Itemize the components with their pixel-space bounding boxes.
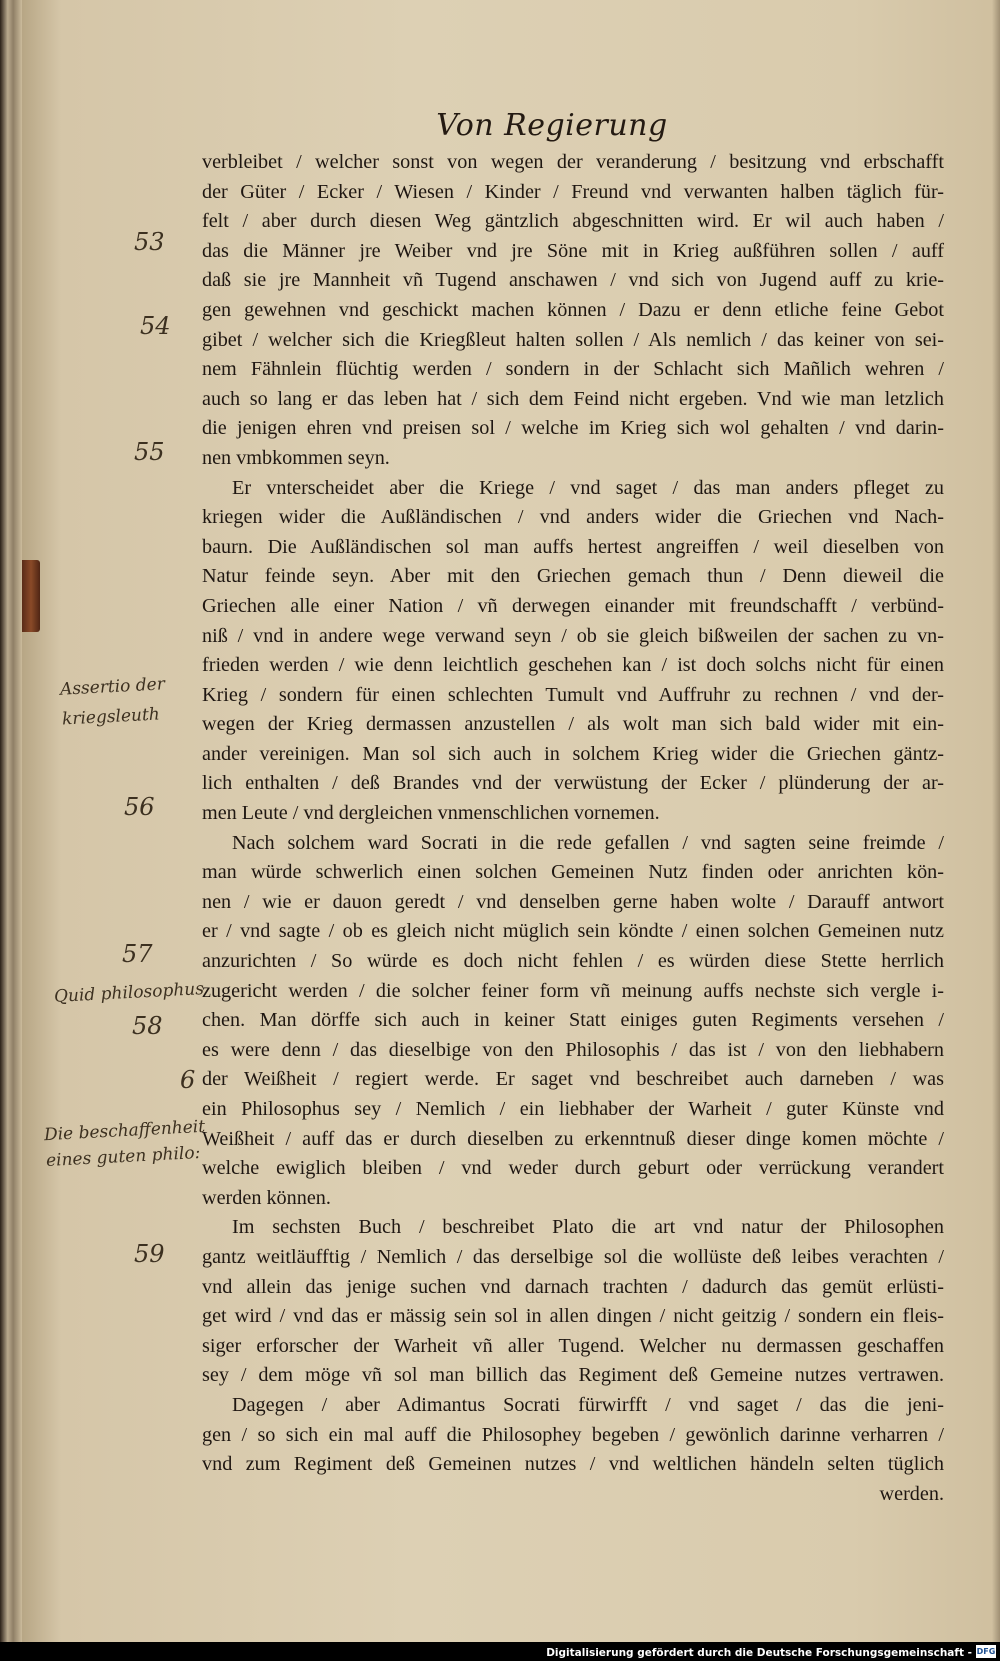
text-line: nen / wie er dauon geredt / vnd denselben gerne haben wolte / Darauff antwort <box>202 890 944 913</box>
funding-credit: Digitalisierung gefördert durch die Deutsche Forschungsgemeinschaft - <box>546 1647 972 1659</box>
margin-note-kriegsleuth: kriegsleuth <box>61 704 161 730</box>
text-line: anzurichten / So würde es doch nicht fehlen / es würden diese Stette herrlich <box>202 950 944 973</box>
text-line: es were denn / das dieselbige von den Philosophis / das ist / von den liebhabern <box>202 1038 944 1061</box>
text-line: gibet / welcher sich die Kriegßleut halten sollen / Als nemlich / das keiner von sei- <box>202 328 944 351</box>
text-line: er / vnd sagte / ob es gleich nicht müglich sein köndte / einen solchen Gemeinen nutz <box>202 920 944 943</box>
book-edge <box>0 0 22 1661</box>
text-line: werden können. <box>202 1186 331 1209</box>
dfg-logo: DFG <box>976 1647 996 1656</box>
book-page <box>22 0 1000 1642</box>
text-line: gen gewehnen vnd geschickt machen können / Dazu er denn etliche feine Gebot <box>202 298 944 321</box>
margin-note-quid-philosophus: Quid philosophus <box>53 979 205 1007</box>
catchword: werden. <box>879 1482 944 1505</box>
text-line: auch so lang er das leben hat / sich dem Feind nicht ergeben. Vnd wie man letzlich <box>202 387 944 410</box>
text-line: das die Männer jre Weiber vnd jre Söne mit in Krieg außführen sollen / auff <box>202 239 944 262</box>
margin-note-assertio: Assertio der <box>59 674 166 700</box>
text-line: men Leute / vnd dergleichen vnmenschlichen vornemen. <box>202 802 660 825</box>
margin-note-philosophus: eines guten philo: <box>45 1142 201 1172</box>
text-line: vnd zum Regiment deß Gemeinen nutzes / vnd weltlichen händeln selten tüglich <box>202 1453 944 1476</box>
text-line: chen. Man dörffe sich auch in keiner Statt einiges guten Regiments versehen / <box>202 1009 944 1032</box>
text-line: gen / so sich ein mal auff die Philosophey begeben / gewönlich darinne verharren / <box>202 1423 944 1446</box>
text-line: siger erforscher der Warheit vñ aller Tugend. Welcher nu dermassen geschaffen <box>202 1334 944 1357</box>
text-line: der Güter / Ecker / Wiesen / Kinder / Freund vnd verwanten halben täglich für- <box>202 180 944 203</box>
margin-number-54: 54 <box>140 312 171 340</box>
page-shadow <box>992 0 1000 1642</box>
paragraph-start: Nach solchem ward Socrati in die rede gefallen / vnd sagten seine freimde / <box>232 831 944 854</box>
text-line: wegen der Krieg dermassen anzustellen / als wolt man sich bald wider mit ein- <box>202 713 944 736</box>
margin-number-57: 57 <box>122 940 153 968</box>
margin-number-59: 59 <box>134 1240 165 1268</box>
text-line: ander vereinigen. Man sol sich auch in solchem Krieg wider die Griechen gäntz- <box>202 742 944 765</box>
text-line: ein Philosophus sey / Nemlich / ein liebhaber der Warheit / guter Künste vnd <box>202 1098 944 1120</box>
paragraph-start: Er vnterscheidet aber die Kriege / vnd saget / das man anders pfleget zu <box>232 476 944 499</box>
text-line: get wird / vnd das er mässig sein sol in allen dingen / nicht geitzig / sondern ein fleis- <box>202 1305 944 1328</box>
text-line: Natur feinde seyn. Aber mit den Griechen gemach thun / Denn dieweil die <box>202 565 944 588</box>
text-line: Weißheit / auff das er durch dieselben zu erkenntnuß dieser dinge komen möchte / <box>202 1127 944 1150</box>
text-line: nem Fähnlein flüchtig werden / sondern in der Schlacht sich Mañlich wehren / <box>202 358 944 381</box>
margin-number-56: 56 <box>124 793 155 821</box>
text-line: kriegen wider die Außländischen / vnd anders wider die Griechen vnd Nach- <box>202 506 944 529</box>
margin-number-55: 55 <box>134 438 165 466</box>
paragraph-start: Dagegen / aber Adimantus Socrati fürwirfft / vnd saget / das die jeni- <box>232 1393 944 1416</box>
text-line: niß / vnd in andere wege verwand seyn / ob sie gleich bißweilen der sachen zu vn- <box>202 624 944 647</box>
text-line: lich enthalten / deß Brandes vnd der verwüstung der Ecker / plünderung der ar- <box>202 772 944 795</box>
text-line: verbleibet / welcher sonst von wegen der veranderung / besitzung vnd erbschafft <box>202 151 944 173</box>
body-text <box>202 148 944 1509</box>
paragraph-start: Im sechsten Buch / beschreibet Plato die art vnd natur der Philosophen <box>232 1216 944 1239</box>
margin-number-58: 58 <box>132 1012 163 1040</box>
text-line: die jenigen ehren vnd preisen sol / welche im Krieg sich wol gehalten / vnd darin- <box>202 417 944 440</box>
text-line: Griechen alle einer Nation / vñ derwegen einander mit freundschafft / verbünd- <box>202 594 944 617</box>
margin-number-53: 53 <box>134 228 165 256</box>
margin-note-beschaffenheit: Die beschaffenheit <box>43 1116 206 1146</box>
margin-book-number: 6 <box>180 1066 196 1094</box>
text-line: daß sie jre Mannheit vñ Tugend anschawen / vnd sich von Jugend auff zu krie- <box>202 269 944 292</box>
text-line: man würde schwerlich einen solchen Gemeinen Nutz finden oder anrichten kön- <box>202 861 944 884</box>
text-line: vnd allein das jenige suchen vnd darnach trachten / dadurch das gemüt erlüsti- <box>202 1275 944 1298</box>
text-line: welche ewiglich bleiben / vnd weder durch geburt oder verrückung verandert <box>202 1157 944 1180</box>
running-head: Von Regierung <box>436 108 668 143</box>
text-line: felt / aber durch diesen Weg gäntzlich abgeschnitten wird. Er wil auch haben / <box>202 210 944 233</box>
text-line: gantz weitläufftig / Nemlich / das derselbige sol die wollüste deß leibes verachten / <box>202 1245 944 1268</box>
text-line: sey / dem möge vñ sol man billich das Regiment deß Gemeine nutzes vertrawen. <box>202 1364 944 1387</box>
bookmark-ribbon <box>22 560 40 632</box>
text-line: zugericht werden / die solcher feiner form vñ meinung auffs nechste sich vergle i- <box>202 979 944 1002</box>
text-line: Krieg / sondern für einen schlechten Tumult vnd Auffruhr zu rechnen / vnd der- <box>202 683 944 706</box>
text-line: nen vmbkommen seyn. <box>202 446 390 469</box>
text-line: frieden werden / wie denn leichtlich geschehen kan / ist doch solchs nicht für einen <box>202 654 944 677</box>
text-line: der Weißheit / regiert werde. Er saget vnd beschreibet auch darneben / was <box>202 1068 944 1091</box>
footer-bar <box>0 1642 1000 1661</box>
text-line: baurn. Die Außländischen sol man auffs hertest angreiffen / weil dieselben von <box>202 535 944 558</box>
